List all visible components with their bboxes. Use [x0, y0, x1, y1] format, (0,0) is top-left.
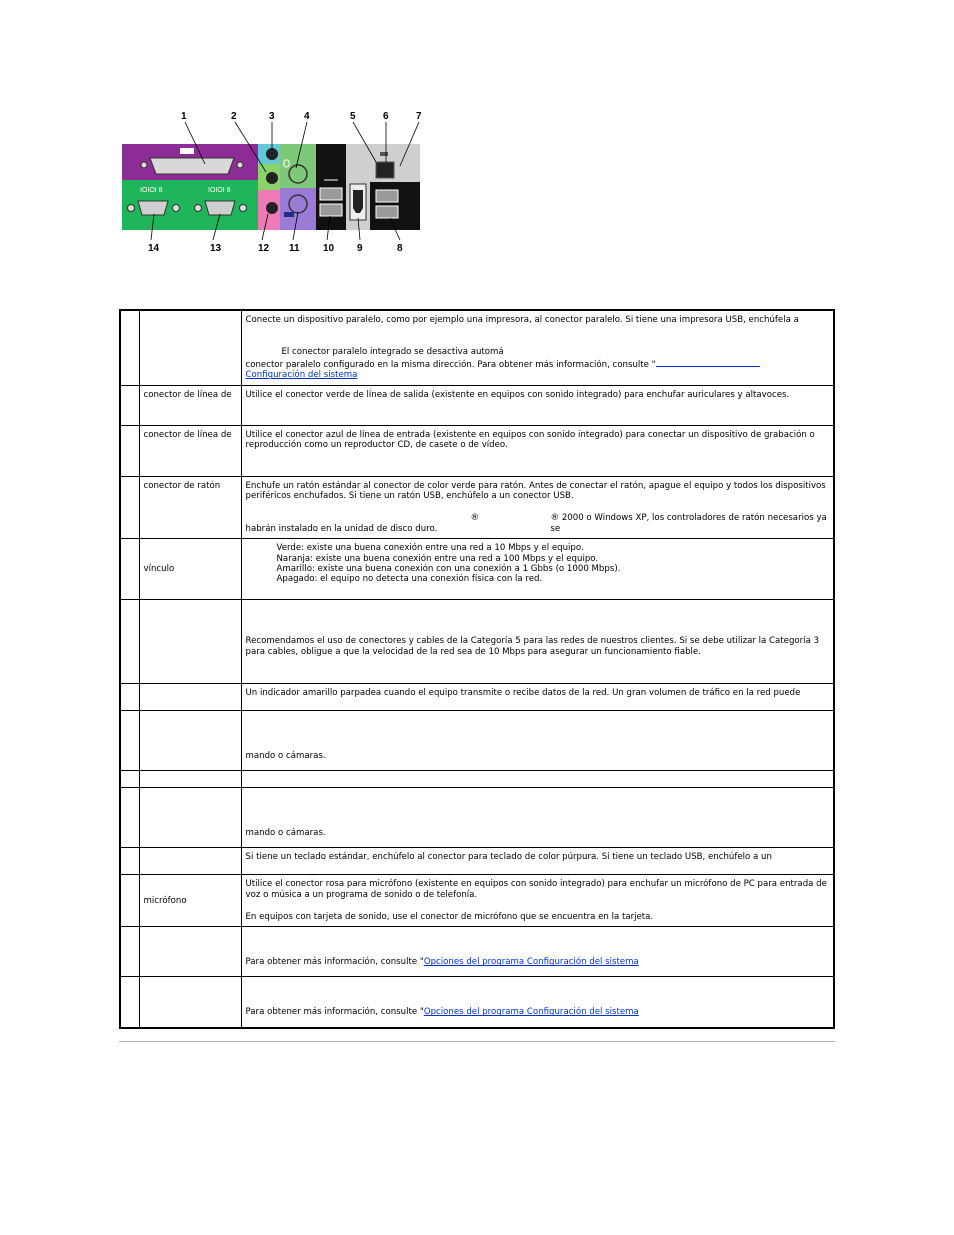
setup-options-link[interactable]: Opciones del programa Configuración del sistema [423, 1007, 639, 1018]
table-row [120, 684, 834, 711]
connector-name [139, 600, 241, 684]
table-row [120, 977, 834, 1028]
connector-description [241, 977, 834, 1028]
row-number [120, 927, 139, 977]
connector-description [241, 788, 834, 848]
table-row [120, 788, 834, 848]
description-text [246, 358, 830, 370]
description-text: Utilice el conector azul de línea de entrada (existente en equipos con sonido integrado) para conectar un dispositivo de grabación o reproducción como un reproductor CD, de casete o de vídeo. [245, 429, 815, 451]
connector-name: micrófono [139, 875, 241, 927]
description-text: Utilice el conector verde de línea de salida (existente en equipos con sonido integrado) para enchufar auriculares y altavoces. [245, 389, 790, 400]
keyboard-icon [284, 212, 294, 217]
usb-port-right-upper [376, 190, 398, 202]
connector-description [241, 771, 834, 788]
row-number [120, 476, 139, 539]
line-out-jack [266, 172, 278, 184]
led-state-off: Apagado: el equipo no detecta una conexión física con la red. [276, 574, 543, 585]
serial-label-a: IOIOI 8 [140, 187, 163, 194]
usb-port-lower [320, 204, 342, 216]
connector-name [139, 977, 241, 1028]
callout-1: 1 [181, 111, 187, 122]
serial-port-13 [205, 201, 235, 215]
description-text: Si tiene un teclado estándar, enchúfelo al conector para teclado de color púrpura. Si tiene un teclado USB, enchúfelo a un [245, 852, 772, 863]
table-row [120, 927, 834, 977]
table-row [120, 476, 834, 539]
connector-name [139, 684, 241, 711]
connector-name: conector de línea de [139, 425, 241, 476]
description-text [246, 1007, 830, 1017]
connector-description [241, 539, 834, 600]
description-text: conector paralelo configurado en la misma dirección. Para obtener más información, consulte " [245, 359, 656, 370]
table-row [120, 771, 834, 788]
connector-name [139, 788, 241, 848]
description-text: En equipos con tarjeta de sonido, use el conector de micrófono que se encuentra en la tarjeta. [245, 912, 654, 923]
description-text: Para obtener más información, consulte " [245, 957, 424, 968]
usb-port-right-lower [376, 206, 398, 218]
mic-jack [266, 202, 278, 214]
connector-table [119, 309, 835, 1029]
network-icon [380, 152, 388, 156]
horizontal-divider [119, 1041, 835, 1042]
callout-4: 4 [304, 111, 310, 122]
description-text: mando o cámaras. [245, 751, 326, 762]
table-row [120, 310, 834, 385]
note-text: El conector paralelo integrado se desactiva automá [281, 347, 504, 358]
back-panel-figure [110, 108, 430, 258]
usb-zone-left [316, 144, 346, 230]
keyboard-port [289, 195, 307, 213]
row-number [120, 848, 139, 875]
usb-port-upper [320, 188, 342, 200]
connector-description [241, 711, 834, 771]
row-number [120, 771, 139, 788]
connector-description [241, 927, 834, 977]
table-row [120, 385, 834, 425]
callout-14: 14 [148, 243, 160, 254]
table-row [120, 425, 834, 476]
description-text [246, 957, 830, 967]
callout-12: 12 [258, 243, 270, 254]
callout-11: 11 [289, 243, 300, 254]
description-text: Enchufe un ratón estándar al conector de color verde para ratón. Antes de conectar el ratón, apague el equipo y todos los dispositivos periféricos enchufados. Si tiene un ratón USB, enchúfelo a un conector USB. [245, 480, 826, 502]
table-row [120, 875, 834, 927]
connector-description [241, 600, 834, 684]
lan-port [353, 190, 363, 213]
connector-name: conector de ratón [139, 476, 241, 539]
connector-description [241, 385, 834, 425]
connector-description [241, 476, 834, 539]
callout-13: 13 [210, 243, 222, 254]
callout-9: 9 [357, 243, 363, 254]
connector-description [241, 875, 834, 927]
table-row [120, 711, 834, 771]
callout-6: 6 [383, 111, 389, 122]
callout-2: 2 [231, 111, 237, 122]
row-number [120, 684, 139, 711]
description-text: habrán instalado en la unidad de disco duro. [245, 523, 438, 534]
row-number [120, 385, 139, 425]
parallel-port [150, 158, 234, 174]
serial-port-14 [138, 201, 168, 215]
serial-label-b: IOIOI 8 [208, 187, 231, 194]
mouse-port [289, 165, 307, 183]
callout-8: 8 [397, 243, 403, 254]
callout-3: 3 [269, 111, 275, 122]
callout-7: 7 [416, 111, 422, 122]
connector-name [139, 848, 241, 875]
network-port [376, 162, 394, 178]
connector-description [241, 848, 834, 875]
connector-name [139, 771, 241, 788]
connector-description [241, 425, 834, 476]
description-text: Recomendamos el uso de conectores y cables de la Categoría 5 para las redes de nuestros clientes. Si se debe utilizar la Categoría 3 para cables, obligue a que la velocidad de la red sea de 10 Mbps para asegurar un funcionamiento fiable. [245, 636, 820, 657]
callout-5: 5 [350, 111, 356, 122]
registered-mark: ® [470, 513, 480, 524]
row-number [120, 539, 139, 600]
row-number [120, 788, 139, 848]
table-row [120, 848, 834, 875]
setup-link[interactable]: Configuración del sistema [245, 370, 358, 381]
connector-description [241, 684, 834, 711]
row-number [120, 977, 139, 1028]
link-underline [656, 358, 760, 367]
table-row [120, 539, 834, 600]
connector-name [139, 927, 241, 977]
description-text: Conecte un dispositivo paralelo, como por ejemplo una impresora, al conector paralelo. Si tiene una impresora USB, enchúfela a [245, 315, 799, 325]
led-state-orange: Naranja: existe una buena conexión entre una red a 100 Mbps y el equipo. [276, 553, 599, 564]
connector-name [139, 711, 241, 771]
description-text: ® 2000 o Windows XP, los controladores de ratón necesarios ya se [550, 513, 827, 534]
table-row [120, 600, 834, 684]
row-number [120, 425, 139, 476]
description-text: mando o cámaras. [245, 828, 326, 839]
row-number [120, 711, 139, 771]
connector-description [241, 310, 834, 385]
row-number [120, 310, 139, 385]
connector-name [139, 310, 241, 385]
connector-name: vínculo [139, 539, 241, 600]
setup-options-link[interactable]: Opciones del programa Configuración del sistema [423, 957, 639, 968]
description-text: Utilice el conector rosa para micrófono (existente en equipos con sonido integrado) para enchufar un micrófono de PC para entrada de voz o música a un programa de sonido o de telefonía. [245, 879, 827, 900]
led-state-yellow: Amarillo: existe una buena conexión con una conexión a 1 Gbbs (o 1000 Mbps). [276, 564, 621, 575]
connector-name: conector de línea de [139, 385, 241, 425]
description-text: Un indicador amarillo parpadea cuando el equipo transmite o recibe datos de la red. Un gran volumen de tráfico en la red puede [245, 688, 801, 699]
row-number [120, 600, 139, 684]
printer-icon [180, 148, 194, 154]
led-state-green: Verde: existe una buena conexión entre una red a 10 Mbps y el equipo. [276, 543, 584, 554]
row-number [120, 875, 139, 927]
description-text: Para obtener más información, consulte " [245, 1007, 424, 1018]
callout-10: 10 [323, 243, 335, 254]
